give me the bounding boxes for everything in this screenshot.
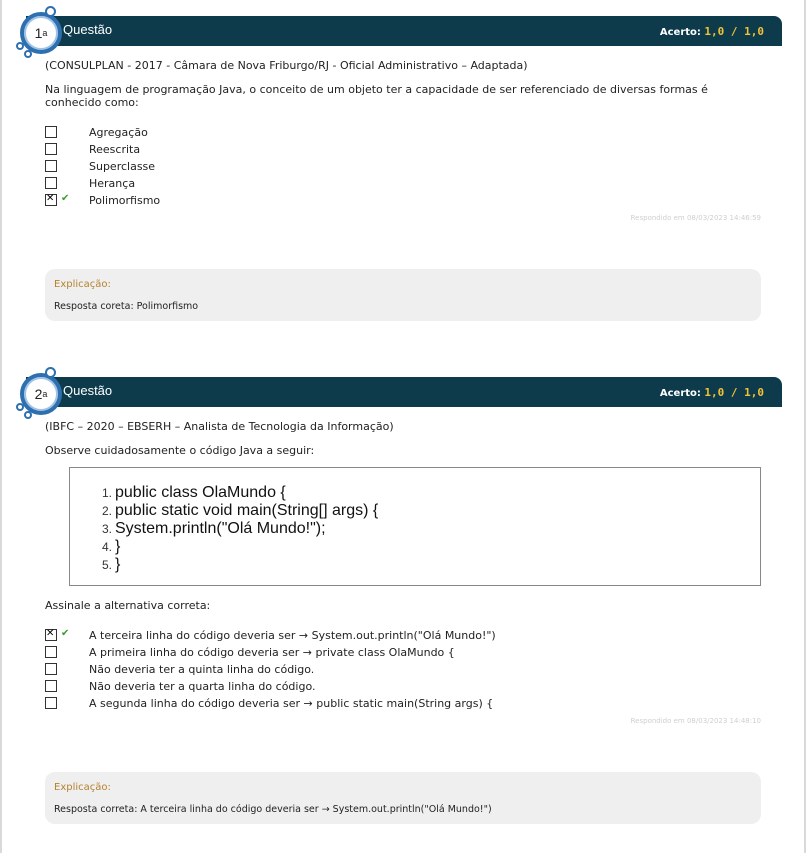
question-source: (IBFC – 2020 – EBSERH – Analista de Tecnologia da Informação)	[45, 420, 394, 433]
code-line-text: public class OlaMundo {	[115, 484, 286, 501]
page-border-left	[0, 0, 2, 853]
score-value: 1,0 / 1,0	[704, 386, 764, 399]
option-checkbox[interactable]	[45, 126, 57, 138]
question-number: 1	[34, 25, 43, 41]
explanation-panel	[45, 772, 761, 824]
option-checkbox[interactable]	[45, 663, 57, 675]
question-statement: Na linguagem de programação Java, o conceito de um objeto ter a capacidade de ser referenciado de diversas formas é conhecido como:	[45, 83, 708, 109]
code-line-text: }	[115, 556, 121, 573]
option-checkbox[interactable]	[45, 177, 57, 189]
badge-dot-icon	[16, 403, 24, 411]
explanation-body: Resposta correta: A terceira linha do código deveria ser → System.out.println("Olá Mundo!")	[54, 804, 492, 815]
option-checkbox[interactable]	[45, 629, 57, 641]
score	[660, 25, 764, 38]
score	[660, 386, 764, 399]
option-label: Agregação	[89, 126, 148, 139]
option-checkbox[interactable]	[45, 160, 57, 172]
option-checkbox[interactable]	[45, 194, 57, 206]
code-line	[70, 556, 120, 574]
option-checkbox[interactable]	[45, 680, 57, 692]
option-label: A terceira linha do código deveria ser → System.out.println("Olá Mundo!")	[89, 629, 496, 642]
option-label: Superclasse	[89, 160, 156, 173]
score-label: Acerto:	[659, 27, 701, 38]
code-line-text: }	[115, 538, 121, 555]
code-line	[70, 520, 326, 538]
option-label: Não deveria ter a quinta linha do código.	[89, 663, 315, 676]
correct-check-icon: ✔	[61, 193, 70, 204]
question-number-suffix: a	[42, 28, 48, 38]
code-line	[70, 502, 378, 520]
question-title: Questão	[63, 22, 113, 37]
question-number: 2	[34, 386, 43, 402]
question-source: (CONSULPLAN - 2017 - Câmara de Nova Friburgo/RJ - Oficial Administrativo – Adaptada)	[45, 59, 528, 72]
code-line	[70, 484, 286, 502]
question-number-badge	[20, 12, 62, 54]
option-label: A primeira linha do código deveria ser → private class OlaMundo {	[89, 646, 455, 659]
score-label: Acerto:	[659, 388, 701, 399]
explanation-body: Resposta coreta: Polimorfismo	[54, 301, 199, 312]
option-label: Polimorfismo	[89, 194, 161, 207]
code-line-text: System.println("Olá Mundo!");	[115, 520, 326, 537]
badge-dot-icon	[45, 367, 56, 378]
option-label: Não deveria ter a quarta linha do código.	[89, 680, 316, 693]
option-label: Reescrita	[89, 143, 141, 156]
question-number-badge	[20, 373, 62, 415]
code-line-number: 3.	[101, 522, 112, 536]
option-label: Herança	[89, 177, 136, 190]
badge-dot-icon	[45, 6, 56, 17]
code-line-text: public static void main(String[] args) {	[115, 502, 379, 519]
question-prompt: Assinale a alternativa correta:	[45, 599, 211, 612]
correct-check-icon: ✔	[61, 628, 70, 639]
badge-dot-icon	[24, 50, 32, 58]
question-title: Questão	[63, 383, 113, 398]
code-line-number: 4.	[101, 540, 112, 554]
option-label: A segunda linha do código deveria ser → public static main(String args) {	[89, 697, 494, 710]
code-line-number: 5.	[101, 558, 112, 572]
explanation-title: Explicação:	[54, 279, 111, 290]
code-listing	[69, 467, 761, 586]
code-line-number: 1.	[101, 486, 112, 500]
explanation-title: Explicação:	[54, 782, 111, 793]
question-number-suffix: a	[42, 389, 48, 399]
code-line-number: 2.	[101, 504, 112, 518]
badge-dot-icon	[24, 411, 32, 419]
answered-timestamp: Respondido em 08/03/2023 14:48:10	[630, 717, 761, 725]
explanation-panel	[45, 269, 761, 321]
question-statement: Observe cuidadosamente o código Java a seguir:	[45, 444, 315, 457]
score-value: 1,0 / 1,0	[704, 25, 764, 38]
badge-dot-icon	[16, 42, 24, 50]
question-header	[26, 16, 782, 46]
code-line	[70, 538, 120, 556]
option-checkbox[interactable]	[45, 697, 57, 709]
option-checkbox[interactable]	[45, 646, 57, 658]
answered-timestamp: Respondido em 08/03/2023 14:46:59	[630, 214, 761, 222]
question-header	[26, 377, 782, 407]
option-checkbox[interactable]	[45, 143, 57, 155]
